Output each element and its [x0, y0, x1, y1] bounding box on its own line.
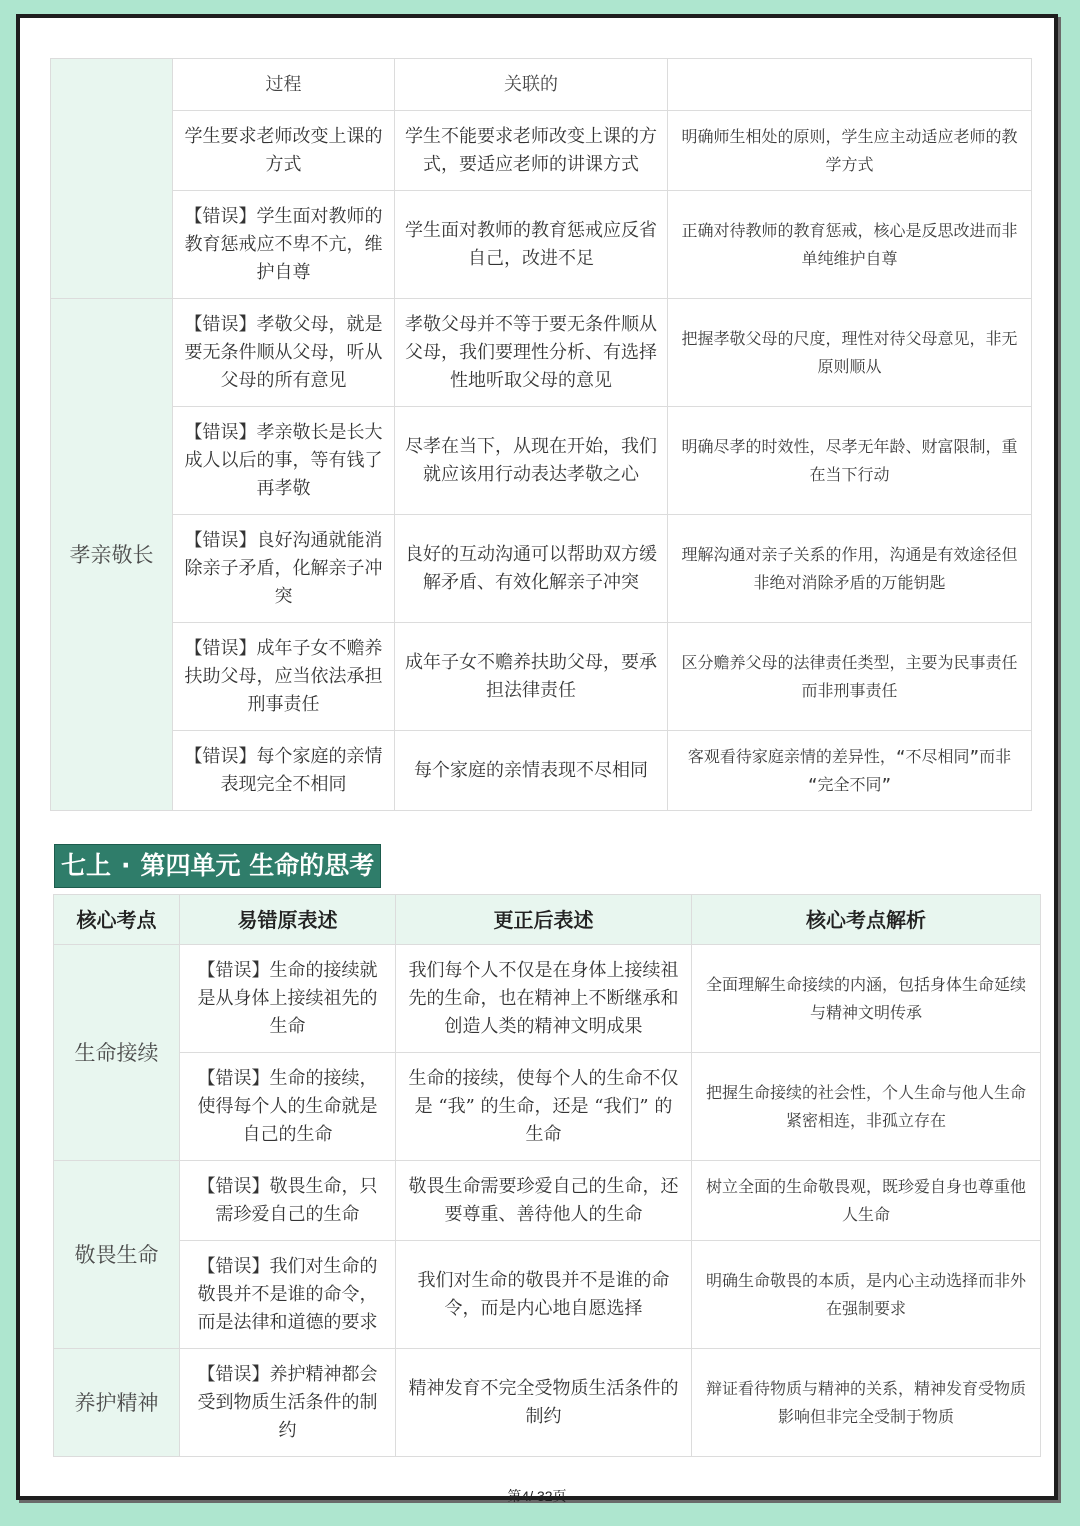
analysis-cell: 辩证看待物质与精神的关系，精神发育受物质影响但非完全受制于物质 — [692, 1349, 1041, 1457]
original-statement: 【错误】孝敬父母，就是要无条件顺从父母，听从父母的所有意见 — [173, 299, 395, 407]
corrected-statement: 生命的接续，使每个人的生命不仅是 “我” 的生命，还是 “我们” 的生命 — [396, 1053, 692, 1161]
top-table — [50, 58, 1032, 811]
category-cell: 养护精神 — [54, 1349, 180, 1457]
table-row — [51, 59, 1032, 111]
analysis-cell: 正确对待教师的教育惩戒，核心是反思改进而非单纯维护自尊 — [668, 191, 1032, 299]
original-statement: 【错误】生命的接续就是从身体上接续祖先的生命 — [180, 945, 396, 1053]
category-cell: 孝亲敬长 — [51, 299, 173, 811]
table-row — [54, 1161, 1041, 1241]
analysis-cell: 把握生命接续的社会性，个人生命与他人生命紧密相连，非孤立存在 — [692, 1053, 1041, 1161]
corrected-statement: 我们每个人不仅是在身体上接续祖先的生命，也在精神上不断继承和创造人类的精神文明成果 — [396, 945, 692, 1053]
corrected-statement: 良好的互动沟通可以帮助双方缓解矛盾、有效化解亲子冲突 — [395, 515, 668, 623]
analysis-cell: 树立全面的生命敬畏观，既珍爱自身也尊重他人生命 — [692, 1161, 1041, 1241]
corrected-statement: 我们对生命的敬畏并不是谁的命令，而是内心地自愿选择 — [396, 1241, 692, 1349]
analysis-cell: 明确生命敬畏的本质，是内心主动选择而非外在强制要求 — [692, 1241, 1041, 1349]
page — [16, 14, 1058, 1504]
column-header: 核心考点解析 — [692, 895, 1041, 945]
table-row — [51, 111, 1032, 191]
original-statement: 【错误】生命的接续，使得每个人的生命就是自己的生命 — [180, 1053, 396, 1161]
table-row — [51, 515, 1032, 623]
corrected-statement: 尽孝在当下，从现在开始，我们就应该用行动表达孝敬之心 — [395, 407, 668, 515]
analysis-cell: 把握孝敬父母的尺度，理性对待父母意见，非无原则顺从 — [668, 299, 1032, 407]
corrected-statement: 精神发育不完全受物质生活条件的制约 — [396, 1349, 692, 1457]
analysis-cell: 明确尽孝的时效性，尽孝无年龄、财富限制，重在当下行动 — [668, 407, 1032, 515]
original-statement: 【错误】孝亲敬长是长大成人以后的事，等有钱了再孝敬 — [173, 407, 395, 515]
header-cell: 过程 — [173, 59, 395, 111]
corrected-statement: 成年子女不赡养扶助父母，要承担法律责任 — [395, 623, 668, 731]
section-banner — [54, 844, 381, 888]
category-cell — [51, 59, 173, 299]
analysis-cell: 全面理解生命接续的内涵，包括身体生命延续与精神文明传承 — [692, 945, 1041, 1053]
analysis-cell: 明确师生相处的原则，学生应主动适应老师的教学方式 — [668, 111, 1032, 191]
table-row — [51, 407, 1032, 515]
section-title: 第四单元 生命的思考 — [140, 851, 375, 880]
original-statement: 【错误】成年子女不赡养扶助父母，应当依法承担刑事责任 — [173, 623, 395, 731]
table-row — [51, 623, 1032, 731]
table-row — [51, 299, 1032, 407]
header-cell: 关联的 — [395, 59, 668, 111]
table-row — [54, 1349, 1041, 1457]
original-statement: 【错误】良好沟通就能消除亲子矛盾，化解亲子冲突 — [173, 515, 395, 623]
section-dot: · — [121, 851, 131, 880]
table-row — [51, 191, 1032, 299]
corrected-statement: 每个家庭的亲情表现不尽相同 — [395, 731, 668, 811]
original-statement: 【错误】养护精神都会受到物质生活条件的制约 — [180, 1349, 396, 1457]
table-row — [54, 1053, 1041, 1161]
bottom-table — [53, 894, 1041, 1457]
analysis-cell: 理解沟通对亲子关系的作用，沟通是有效途径但非绝对消除矛盾的万能钥匙 — [668, 515, 1032, 623]
page-number: 第4/ 32页 — [507, 1488, 567, 1504]
corrected-statement: 学生面对教师的教育惩戒应反省自己，改进不足 — [395, 191, 668, 299]
original-statement: 【错误】学生面对教师的教育惩戒应不卑不亢，维护自尊 — [173, 191, 395, 299]
original-statement: 【错误】我们对生命的敬畏并不是谁的命令，而是法律和道德的要求 — [180, 1241, 396, 1349]
corrected-statement: 孝敬父母并不等于要无条件顺从父母，我们要理性分析、有选择性地听取父母的意见 — [395, 299, 668, 407]
table-row — [54, 1241, 1041, 1349]
category-cell: 敬畏生命 — [54, 1161, 180, 1349]
original-statement: 【错误】每个家庭的亲情表现完全不相同 — [173, 731, 395, 811]
analysis-cell: 区分赡养父母的法律责任类型，主要为民事责任而非刑事责任 — [668, 623, 1032, 731]
original-statement: 【错误】敬畏生命，只需珍爱自己的生命 — [180, 1161, 396, 1241]
corrected-statement: 学生不能要求老师改变上课的方式，要适应老师的讲课方式 — [395, 111, 668, 191]
column-header: 更正后表述 — [396, 895, 692, 945]
column-header: 易错原表述 — [180, 895, 396, 945]
original-statement: 学生要求老师改变上课的方式 — [173, 111, 395, 191]
analysis-cell: 客观看待家庭亲情的差异性，“不尽相同”而非 “完全不同” — [668, 731, 1032, 811]
column-header: 核心考点 — [54, 895, 180, 945]
corrected-statement: 敬畏生命需要珍爱自己的生命，还要尊重、善待他人的生命 — [396, 1161, 692, 1241]
section-grade: 七上 — [61, 851, 112, 880]
category-cell: 生命接续 — [54, 945, 180, 1161]
table-row — [54, 945, 1041, 1053]
table-header-row — [54, 895, 1041, 945]
header-cell — [668, 59, 1032, 111]
table-row — [51, 731, 1032, 811]
